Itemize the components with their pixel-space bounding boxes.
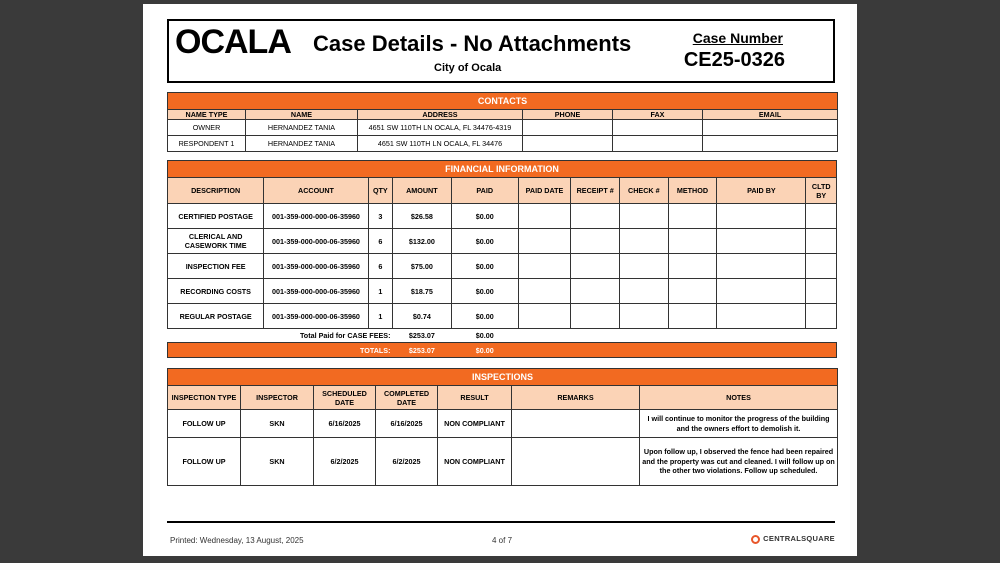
- cell: 3: [368, 204, 392, 229]
- col-header: INSPECTOR: [241, 386, 314, 410]
- col-header: PAID BY: [717, 178, 806, 204]
- cell: FOLLOW UP: [168, 410, 241, 438]
- cell: [613, 136, 703, 152]
- cell: $75.00: [392, 254, 451, 279]
- cell: SKN: [241, 438, 314, 486]
- col-header: REMARKS: [512, 386, 640, 410]
- notes-cell: I will continue to monitor the progress of the building and the owners effort to demolish it.: [640, 410, 838, 438]
- page-number: 4 of 7: [492, 536, 513, 545]
- city-subtitle: City of Ocala: [434, 62, 502, 74]
- cell: NON COMPLIANT: [438, 438, 512, 486]
- col-header: FAX: [613, 110, 703, 120]
- cell: $0.00: [451, 254, 518, 279]
- col-header: PAID: [451, 178, 518, 204]
- col-header: METHOD: [668, 178, 717, 204]
- col-header: NOTES: [640, 386, 838, 410]
- cell: $0.00: [451, 229, 518, 254]
- col-header: PHONE: [523, 110, 613, 120]
- inspections-section-title: INSPECTIONS: [168, 369, 838, 386]
- cell: 6: [368, 254, 392, 279]
- table-row: [168, 120, 838, 136]
- table-row: [168, 136, 838, 152]
- cell: 6/16/2025: [314, 410, 376, 438]
- cell: INSPECTION FEE: [168, 254, 264, 279]
- cell: 6/2/2025: [376, 438, 438, 486]
- totals-paid: $0.00: [451, 343, 518, 358]
- totals-label: TOTALS:: [168, 343, 393, 358]
- col-header: EMAIL: [703, 110, 838, 120]
- cell: 1: [368, 304, 392, 329]
- cell: 001-359-000-000-06-35960: [264, 304, 368, 329]
- cell: $18.75: [392, 279, 451, 304]
- col-header: RESULT: [438, 386, 512, 410]
- col-header: CHECK #: [620, 178, 669, 204]
- cell: 6/2/2025: [314, 438, 376, 486]
- cell: [523, 136, 613, 152]
- cell: $0.74: [392, 304, 451, 329]
- cell: $26.58: [392, 204, 451, 229]
- cell: FOLLOW UP: [168, 438, 241, 486]
- col-header: INSPECTION TYPE: [168, 386, 241, 410]
- cell: $0.00: [451, 279, 518, 304]
- cell: HERNANDEZ TANIA: [246, 120, 358, 136]
- col-header: RECEIPT #: [571, 178, 620, 204]
- table-row: [168, 204, 837, 229]
- ocala-logo: OCALA: [175, 23, 291, 61]
- cell: 4651 SW 110TH LN OCALA, FL 34476: [358, 136, 523, 152]
- case-number: CE25-0326: [683, 49, 785, 71]
- cell: 6: [368, 229, 392, 254]
- table-row: [168, 438, 838, 486]
- cell: [512, 410, 640, 438]
- table-row: [168, 279, 837, 304]
- col-header: CLTD BY: [806, 178, 837, 204]
- cell: 001-359-000-000-06-35960: [264, 229, 368, 254]
- inspections-table: [167, 368, 838, 486]
- col-header: DESCRIPTION: [168, 178, 264, 204]
- total-paid-label: Total Paid for CASE FEES:: [299, 331, 391, 340]
- document-header: [167, 19, 835, 83]
- table-row: [168, 410, 838, 438]
- col-header: NAME: [246, 110, 358, 120]
- financial-section-title: FINANCIAL INFORMATION: [168, 161, 837, 178]
- centralsquare-mark-icon: [751, 535, 760, 544]
- totals-row: [168, 343, 837, 358]
- cell: NON COMPLIANT: [438, 410, 512, 438]
- cell: $0.00: [451, 304, 518, 329]
- cell: SKN: [241, 410, 314, 438]
- cell: [512, 438, 640, 486]
- cell: [523, 120, 613, 136]
- table-row: [168, 229, 837, 254]
- table-row: [168, 304, 837, 329]
- cell: 001-359-000-000-06-35960: [264, 254, 368, 279]
- case-number-label: Case Number: [692, 30, 783, 46]
- totals-amount: $253.07: [392, 343, 451, 358]
- cell: [613, 120, 703, 136]
- cell: RECORDING COSTS: [168, 279, 264, 304]
- notes-cell: Upon follow up, I observed the fence had been repaired and the property was cut and cleaned. I will follow up on the other two violations. Follow up scheduled.: [640, 438, 838, 486]
- cell: OWNER: [168, 120, 246, 136]
- printed-date: Printed: Wednesday, 13 August, 2025: [170, 536, 304, 545]
- financial-table: [167, 160, 837, 358]
- contacts-table: [167, 92, 838, 152]
- table-row: [168, 254, 837, 279]
- cell: $132.00: [392, 229, 451, 254]
- cell: 6/16/2025: [376, 410, 438, 438]
- col-header: AMOUNT: [392, 178, 451, 204]
- col-header: SCHEDULED DATE: [314, 386, 376, 410]
- col-header: ADDRESS: [358, 110, 523, 120]
- contacts-section-title: CONTACTS: [168, 93, 838, 110]
- cell: [703, 136, 838, 152]
- col-header: QTY: [368, 178, 392, 204]
- col-header: PAID DATE: [518, 178, 571, 204]
- cell: 001-359-000-000-06-35960: [264, 279, 368, 304]
- document-page: [143, 4, 857, 556]
- col-header: NAME TYPE: [168, 110, 246, 120]
- cell: 1: [368, 279, 392, 304]
- total-paid-amount: $253.07: [408, 331, 435, 340]
- col-header: COMPLETED DATE: [376, 386, 438, 410]
- total-paid-paid: $0.00: [475, 331, 494, 340]
- cell: [703, 120, 838, 136]
- cell: REGULAR POSTAGE: [168, 304, 264, 329]
- cell: $0.00: [451, 204, 518, 229]
- cell: RESPONDENT 1: [168, 136, 246, 152]
- page-title: Case Details - No Attachments: [313, 31, 632, 56]
- col-header: ACCOUNT: [264, 178, 368, 204]
- cell: HERNANDEZ TANIA: [246, 136, 358, 152]
- total-paid-row: [168, 329, 837, 343]
- footer-divider: [167, 521, 835, 523]
- cell: CLERICAL AND CASEWORK TIME: [168, 229, 264, 254]
- centralsquare-logo: CENTRALSQUARE: [751, 534, 835, 544]
- cell: 001-359-000-000-06-35960: [264, 204, 368, 229]
- cell: CERTIFIED POSTAGE: [168, 204, 264, 229]
- cell: 4651 SW 110TH LN OCALA, FL 34476-4319: [358, 120, 523, 136]
